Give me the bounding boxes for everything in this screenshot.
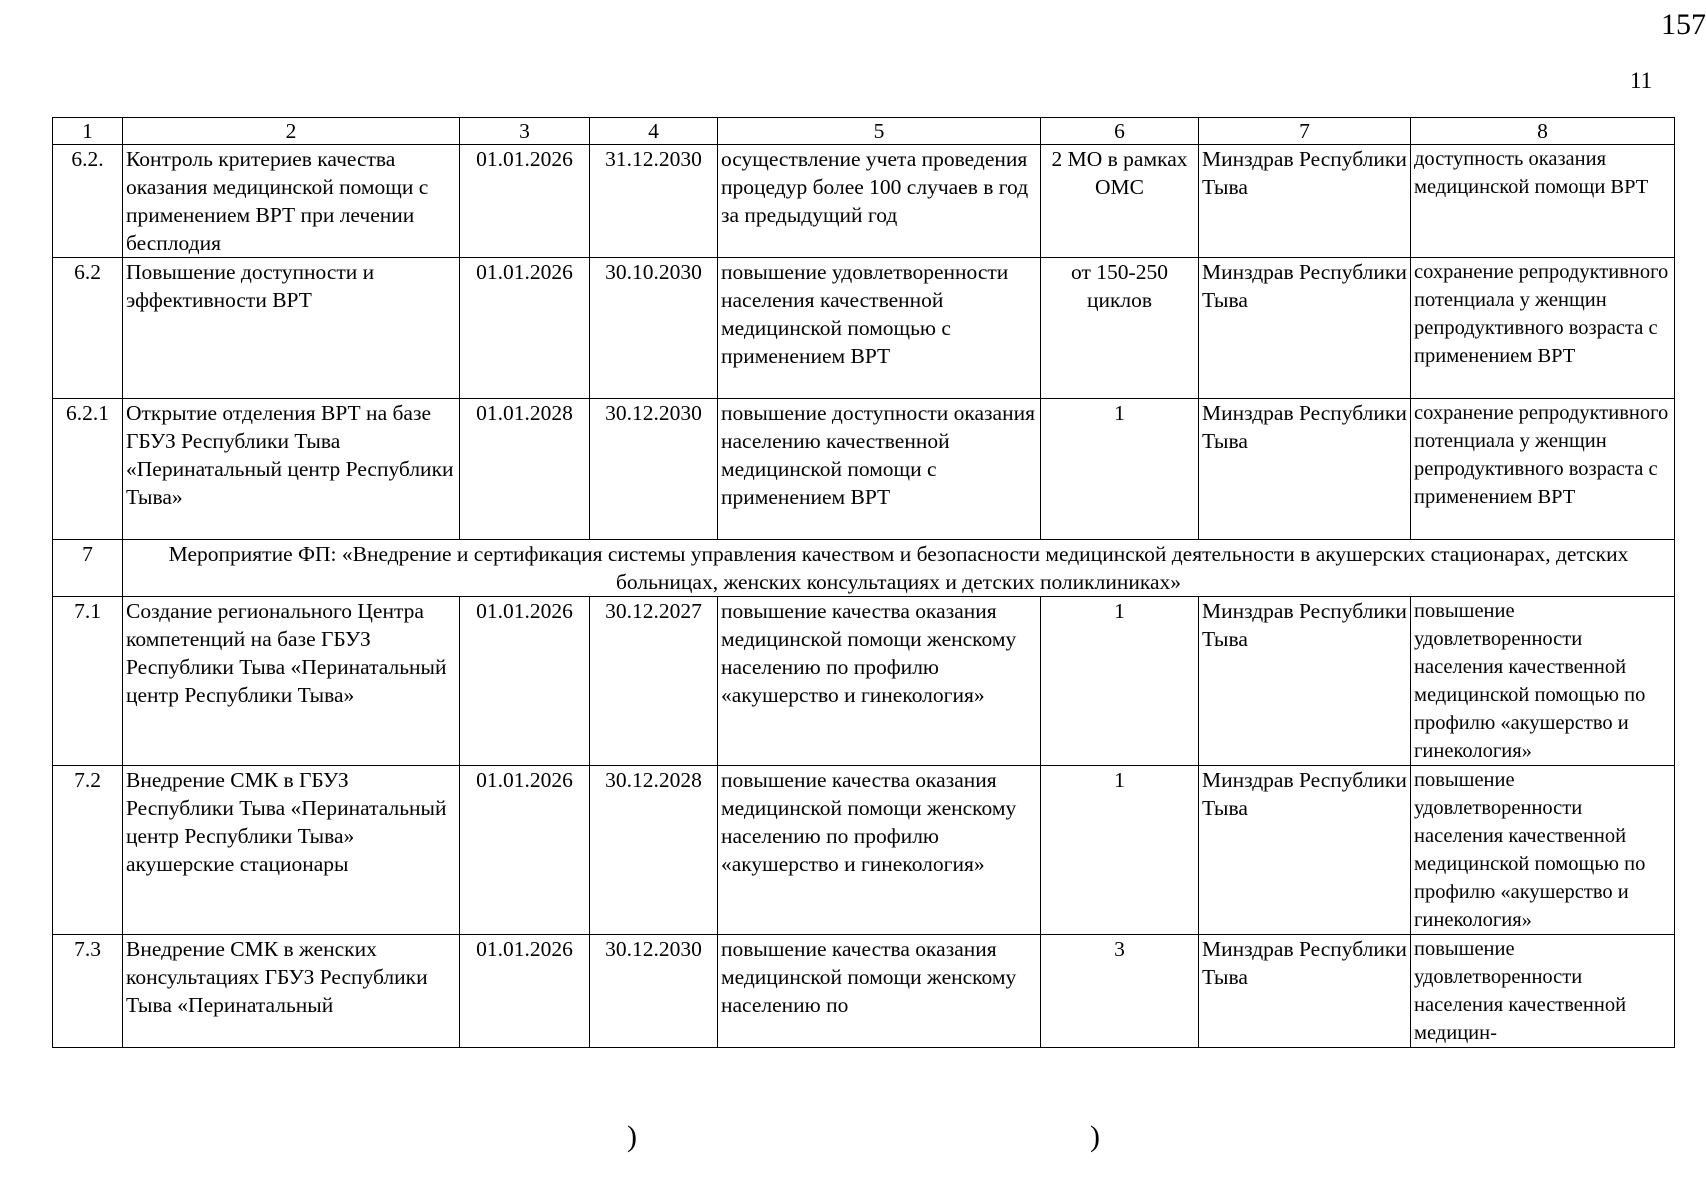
responsible: Минздрав Республики Тыва [1199, 935, 1411, 1048]
table-row [53, 145, 1675, 258]
table-row [53, 597, 1675, 766]
indicator-value: 3 [1041, 935, 1199, 1048]
measures-table [52, 117, 1675, 1048]
table-header-row [53, 118, 1675, 145]
responsible: Минздрав Республики Тыва [1199, 145, 1411, 258]
responsible: Минздрав Республики Тыва [1199, 766, 1411, 935]
responsible: Минздрав Республики Тыва [1199, 399, 1411, 540]
outcome: повышение удовлетворенности населения качественной медицинской помощью по профилю «акушерство и гинекология» [1411, 597, 1675, 766]
header-cell: 1 [53, 118, 123, 145]
outcome: сохранение репродуктивного потенциала у женщин репродуктивного возраста с применением ВРТ [1411, 258, 1675, 399]
start-date: 01.01.2026 [460, 766, 590, 935]
row-number: 7.3 [53, 935, 123, 1048]
table-row [53, 258, 1675, 399]
indicator-value: 1 [1041, 399, 1199, 540]
outcome: повышение удовлетворенности населения качественной медицинской помощью по профилю «акушерство и гинекология» [1411, 766, 1675, 935]
measure-name: Повышение доступности и эффективности ВРТ [123, 258, 460, 399]
measure-name: Внедрение СМК в женских консультациях ГБУЗ Республики Тыва «Перинатальный [123, 935, 460, 1048]
row-number: 7.2 [53, 766, 123, 935]
responsible: Минздрав Республики Тыва [1199, 597, 1411, 766]
end-date: 30.12.2030 [590, 935, 718, 1048]
bottom-mark-left: ) [627, 1120, 637, 1153]
header-cell: 6 [1041, 118, 1199, 145]
header-cell: 5 [718, 118, 1041, 145]
end-date: 30.12.2027 [590, 597, 718, 766]
header-cell: 8 [1411, 118, 1675, 145]
row-number: 6.2.1 [53, 399, 123, 540]
expected-result: повышение качества оказания медицинской помощи женскому населению по профилю «акушерство и гинекология» [718, 766, 1041, 935]
outcome: доступность оказания медицинской помощи ВРТ [1411, 145, 1675, 258]
table-row [53, 399, 1675, 540]
row-number: 7.1 [53, 597, 123, 766]
measure-name: Внедрение СМК в ГБУЗ Республики Тыва «Перинатальный центр Республики Тыва» акушерские стационары [123, 766, 460, 935]
start-date: 01.01.2028 [460, 399, 590, 540]
outcome: сохранение репродуктивного потенциала у женщин репродуктивного возраста с применением ВРТ [1411, 399, 1675, 540]
start-date: 01.01.2026 [460, 597, 590, 766]
section-number: 7 [53, 540, 123, 597]
bottom-mark-right: ) [1090, 1120, 1100, 1153]
expected-result: повышение качества оказания медицинской помощи женскому населению по профилю «акушерство и гинекология» [718, 597, 1041, 766]
outcome: повышение удовлетворенности населения качественной медицин- [1411, 935, 1675, 1048]
page-number: 11 [1630, 68, 1653, 93]
section-title: Мероприятие ФП: «Внедрение и сертификация системы управления качеством и безопасности медицинской деятельности в акушерских стационарах, детских больницах, женских консультациях и детских поликлиниках» [123, 540, 1675, 597]
start-date: 01.01.2026 [460, 145, 590, 258]
start-date: 01.01.2026 [460, 258, 590, 399]
indicator-value: от 150-250 циклов [1041, 258, 1199, 399]
responsible: Минздрав Республики Тыва [1199, 258, 1411, 399]
expected-result: повышение доступности оказания населению качественной медицинской помощи с применением ВРТ [718, 399, 1041, 540]
measure-name: Открытие отделения ВРТ на базе ГБУЗ Республики Тыва «Перинатальный центр Республики Тыва» [123, 399, 460, 540]
header-cell: 2 [123, 118, 460, 145]
expected-result: осуществление учета проведения процедур более 100 случаев в год за предыдущий год [718, 145, 1041, 258]
expected-result: повышение удовлетворенности населения качественной медицинской помощью с применением ВРТ [718, 258, 1041, 399]
header-cell: 3 [460, 118, 590, 145]
measure-name: Контроль критериев качества оказания медицинской помощи с применением ВРТ при лечении бесплодия [123, 145, 460, 258]
measure-name: Создание регионального Центра компетенций на базе ГБУЗ Республики Тыва «Перинатальный центр Республики Тыва» [123, 597, 460, 766]
row-number: 6.2. [53, 145, 123, 258]
start-date: 01.01.2026 [460, 935, 590, 1048]
section-row [53, 540, 1675, 597]
end-date: 30.12.2030 [590, 399, 718, 540]
indicator-value: 1 [1041, 597, 1199, 766]
header-cell: 4 [590, 118, 718, 145]
indicator-value: 2 МО в рамках ОМС [1041, 145, 1199, 258]
table-row [53, 766, 1675, 935]
handwritten-page-mark: 157 [1661, 8, 1706, 41]
indicator-value: 1 [1041, 766, 1199, 935]
header-cell: 7 [1199, 118, 1411, 145]
table-row [53, 935, 1675, 1048]
end-date: 30.10.2030 [590, 258, 718, 399]
expected-result: повышение качества оказания медицинской помощи женскому населению по [718, 935, 1041, 1048]
end-date: 30.12.2028 [590, 766, 718, 935]
end-date: 31.12.2030 [590, 145, 718, 258]
row-number: 6.2 [53, 258, 123, 399]
